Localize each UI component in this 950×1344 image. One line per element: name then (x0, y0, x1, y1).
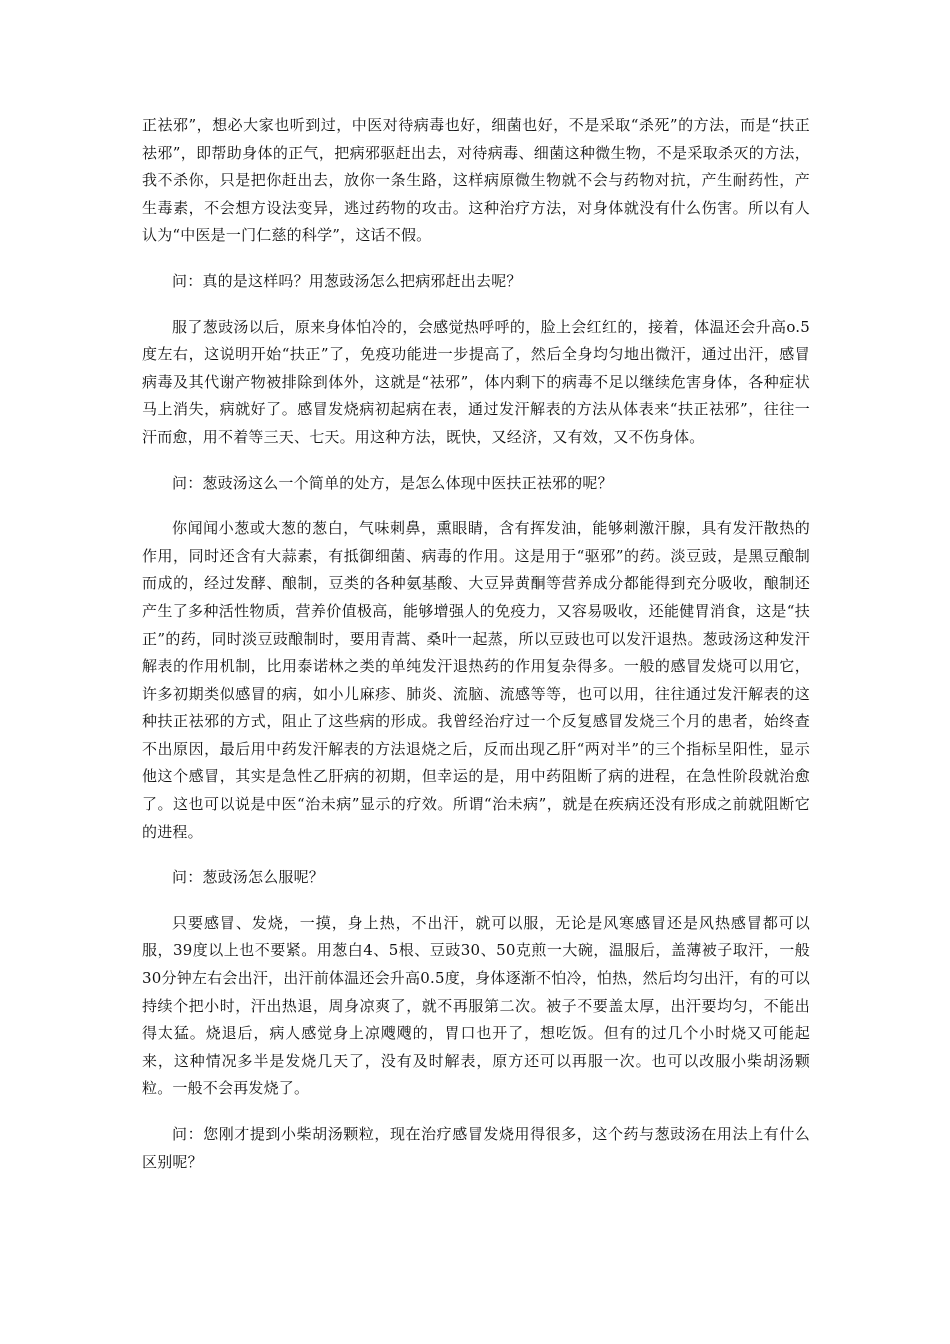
paragraph-2: 服了葱豉汤以后，原来身体怕冷的，会感觉热呼呼的，脸上会红红的，接着，体温还会升高o.5度左右，这说明开始“扶正”了，免疫功能进一步提高了，然后全身均匀地出微汗，通过出汗，感冒病毒及其代谢产物被排除到体外，这就是“祛邪”，体内剩下的病毒不足以继续危害身体，各种症状马上消失，病就好了。感冒发烧病初起病在表，通过发汗解表的方法从体表来“扶正祛邪”，往往一汗而愈，用不着等三天、七天。用这种方法，既快，又经济，又有效，又不伤身体。 (142, 317, 810, 446)
paragraph-gap (142, 846, 810, 864)
paragraph-1: 正祛邪”，想必大家也听到过，中医对待病毒也好，细菌也好，不是采取“杀死”的方法，而是“扶正祛邪”，即帮助身体的正气，把病邪驱赶出去，对待病毒、细菌这种微生物，不是采取杀灭的方法，我不杀你，只是把你赶出去，放你一条生路，这样病原微生物就不会与药物对抗，产生耐药性，产生毒素，不会想方设法变异，逃过药物的攻击。这种治疗方法，对身体就没有什么伤害。所以有人认为“中医是一门仁慈的科学”，这话不假。 (142, 116, 810, 245)
paragraph-3: 你闻闻小葱或大葱的葱白，气味刺鼻，熏眼睛，含有挥发油，能够刺激汗腺，具有发汗散热的作用，同时还含有大蒜素，有抵御细菌、病毒的作用。这是用于“驱邪”的药。淡豆豉，是黑豆酿制而成的，经过发酵、酿制，豆类的各种氨基酸、大豆异黄酮等营养成分都能得到充分吸收，酿制还产生了多种活性物质，营养价值极高，能够增强人的免疫力，又容易吸收，还能健胃消食，这是“扶正”的药，同时淡豆豉酿制时，要用青蒿、桑叶一起蒸，所以豆豉也可以发汗退热。葱豉汤这种发汗解表的作用机制，比用泰诺林之类的单纯发汗退热药的作用复杂得多。一般的感冒发烧可以用它，许多初期类似感冒的病，如小儿麻疹、肺炎、流脑、流感等等，也可以用，往往通过发汗解表的这种扶正祛邪的方式，阻止了这些病的形成。我曾经治疗过一个反复感冒发烧三个月的患者，始终查不出原因，最后用中药发汗解表的方法退烧之后，反而出现乙肝“两对半”的三个指标呈阳性，显示他这个感冒，其实是急性乙肝病的初期，但幸运的是，用中药阻断了病的进程，在急性阶段就治愈了。这也可以说是中医“治未病”显示的疗效。所谓“治未病”，就是在疾病还没有形成之前就阻断它的进程。 (142, 519, 810, 841)
question-3: 问：葱豉汤怎么服呢？ (172, 868, 325, 887)
paragraph-gap (142, 497, 810, 515)
paragraph-gap (142, 250, 810, 268)
question-1: 问：真的是这样吗？用葱豉汤怎么把病邪赶出去呢？ (172, 271, 522, 290)
paragraph-gap (142, 452, 810, 470)
paragraph-gap (142, 1103, 810, 1121)
paragraph-gap (142, 296, 810, 314)
question-4: 问：您刚才提到小柴胡汤颗粒，现在治疗感冒发烧用得很多，这个药与葱豉汤在用法上有什么区别呢？ (142, 1125, 810, 1171)
question-2: 问：葱豉汤这么一个简单的处方，是怎么体现中医扶正祛邪的呢？ (172, 473, 613, 492)
document-page (142, 112, 810, 1176)
paragraph-4: 只要感冒、发烧，一摸，身上热，不出汗，就可以服，无论是风寒感冒还是风热感冒都可以服，39度以上也不要紧。用葱白4、5根、豆豉30、50克煎一大碗，温服后，盖薄被子取汗，一般30分钟左右会出汗，出汗前体温还会升高0.5度，身体逐渐不怕冷，怕热，然后均匀出汗，有的可以持续个把小时，汗出热退，周身凉爽了，就不再服第二次。被子不要盖太厚，出汗要均匀，不能出得太猛。烧退后，病人感觉身上凉飕飕的，胃口也开了，想吃饭。但有的过几个小时烧又可能起来，这种情况多半是发烧几天了，没有及时解表，原方还可以再服一次。也可以改服小柴胡汤颗粒。一般不会再发烧了。 (142, 913, 810, 1098)
paragraph-gap (142, 892, 810, 910)
